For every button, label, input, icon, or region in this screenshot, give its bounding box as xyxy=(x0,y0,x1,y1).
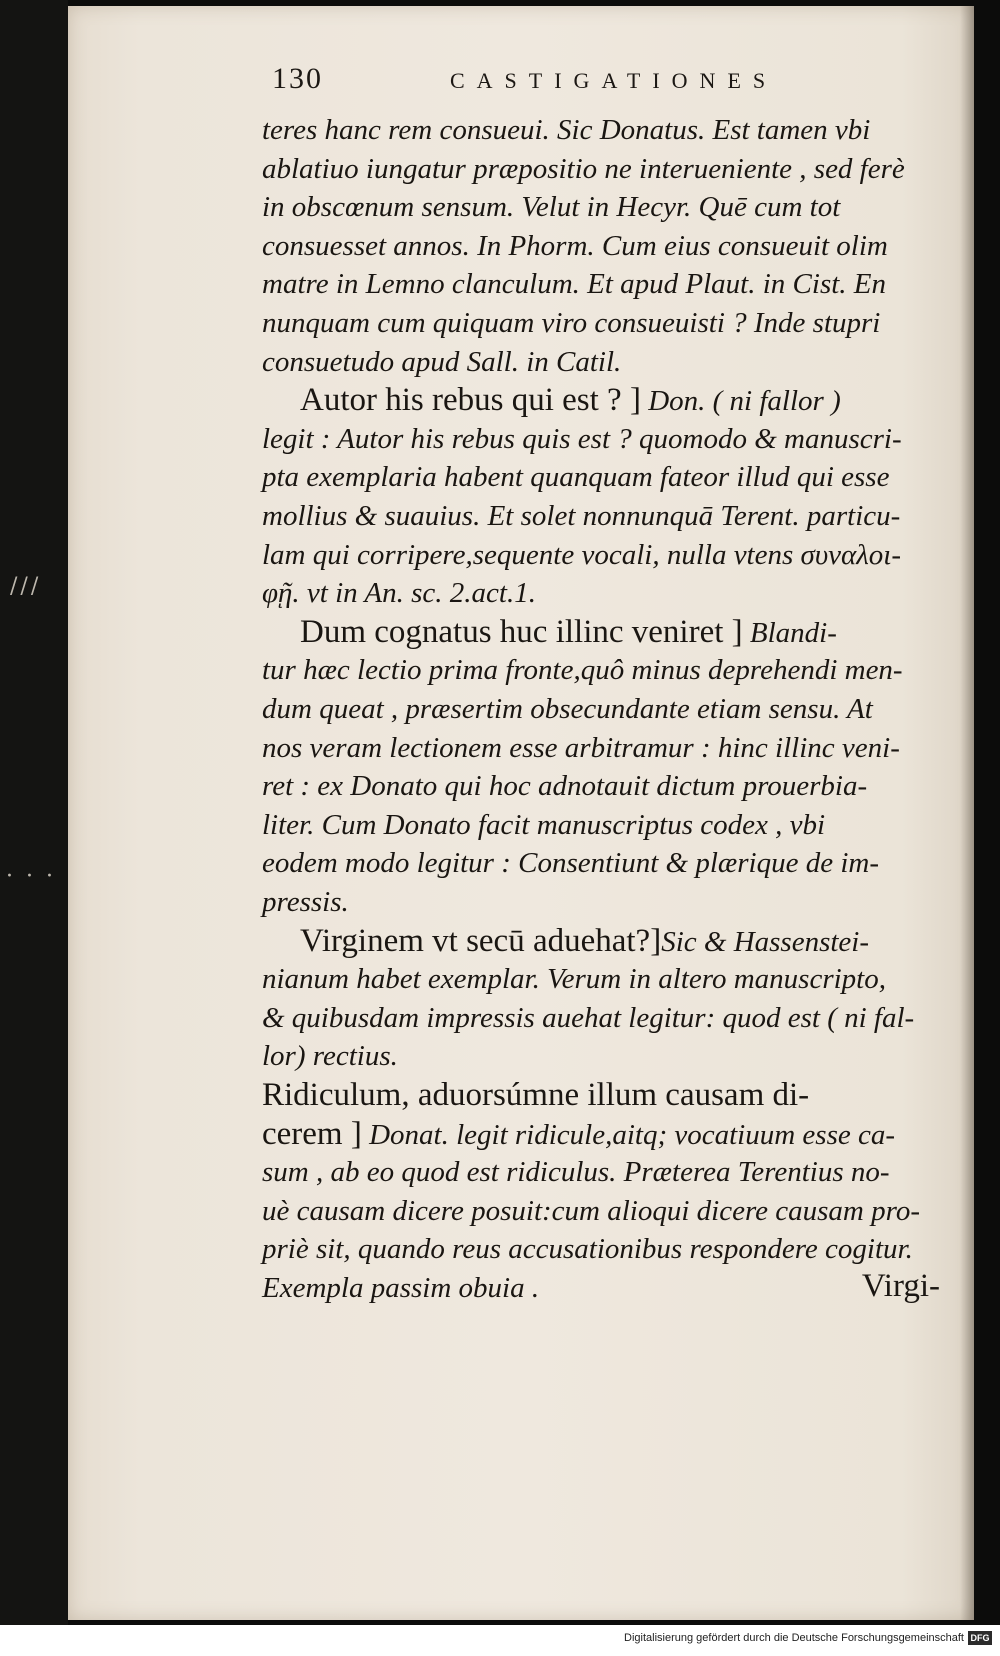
lemma: Virginem vt secū aduehat?] xyxy=(300,922,662,959)
line-text: & quibusdam impressis auehat legitur: quod est ( ni fal- xyxy=(262,1001,915,1034)
line-text: Don. ( ni fallor ) xyxy=(640,385,841,418)
line-text: priè sit, quando reus accusationibus respondere cogitur. xyxy=(262,1233,913,1266)
line-text: Blandi- xyxy=(742,616,837,649)
text-line xyxy=(262,344,621,380)
lemma: Autor his rebus qui est ? ] xyxy=(300,382,641,419)
text-line xyxy=(262,1270,539,1306)
catchword: Virgi- xyxy=(861,1268,940,1304)
text-line xyxy=(262,691,873,727)
funding-credit: Digitalisierung gefördert durch die Deutsche Forschungsgemeinschaft xyxy=(624,1632,964,1644)
text-line xyxy=(262,807,825,843)
lemma: cerem ] xyxy=(262,1115,362,1152)
line-text: teres hanc rem consueui. Sic Donatus. Est tamen vbi xyxy=(262,114,871,146)
lemma: Dum cognatus huc illinc veniret ] xyxy=(300,613,743,650)
line-text: nos veram lectionem esse arbitramur : hinc illinc veni- xyxy=(262,731,900,764)
line-text: pta exemplaria habent quanquam fateor illud qui esse xyxy=(262,461,890,494)
line-text: consuesset annos. In Phorm. Cum eius consueuit olim xyxy=(262,229,888,262)
text-line xyxy=(262,961,886,997)
line-text: lam qui corripere,sequente vocali, nulla vtens συναλοι- xyxy=(262,538,902,571)
text-line xyxy=(262,1193,920,1229)
page-gutter-shadow xyxy=(960,6,974,1620)
facing-page-edge xyxy=(0,0,68,1625)
text-line xyxy=(300,923,869,960)
text-line xyxy=(262,730,900,766)
text-line xyxy=(262,575,536,611)
line-text: ret : ex Donato qui hoc adnotauit dictum prouerbia- xyxy=(262,770,868,803)
line-text: eodem modo legitur : Consentiunt & plærique de im- xyxy=(262,847,879,880)
bleed-through-mark: · · · xyxy=(6,864,56,889)
dfg-logo: DFG xyxy=(968,1631,992,1645)
footer-bar xyxy=(0,1625,1000,1656)
line-text: Donat. legit ridicule,aitq; vocatiuum esse ca- xyxy=(361,1118,896,1151)
text-line xyxy=(262,1154,890,1190)
line-text: tur hæc lectio prima fronte,quô minus deprehendi men- xyxy=(262,654,903,687)
page-number: 130 xyxy=(272,62,323,95)
line-text: Sic & Hassenstei- xyxy=(661,925,870,958)
line-text: mollius & suauius. Et solet nonnunquā Terent. particu- xyxy=(262,500,901,532)
line-text: consuetudo apud Sall. in Catil. xyxy=(262,345,622,378)
running-title: CASTIGATIONES xyxy=(450,68,778,93)
text-line xyxy=(262,1038,398,1074)
text-line xyxy=(262,228,888,264)
text-line xyxy=(262,1231,913,1267)
line-text: sum , ab eo quod est ridiculus. Præterea Terentius no- xyxy=(262,1156,890,1189)
bleed-through-mark: /// xyxy=(10,574,42,599)
line-text: in obscœnum sensum. Velut in Hecyr. Quē cum tot xyxy=(262,191,841,224)
text-line xyxy=(262,884,349,920)
line-text: φῇ. vt in An. sc. 2.act.1. xyxy=(262,577,536,610)
text-line xyxy=(262,845,879,881)
line-text: legit : Autor his rebus quis est ? quomodo & manuscri- xyxy=(262,422,902,455)
text-line xyxy=(262,537,901,573)
line-text: uè causam dicere posuit:cum alioqui dicere causam pro- xyxy=(262,1194,920,1227)
text-line xyxy=(262,1000,914,1036)
line-text: liter. Cum Donato facit manuscriptus codex , vbi xyxy=(262,808,826,841)
line-text: nianum habet exemplar. Verum in altero manuscripto, xyxy=(262,963,886,996)
line-text: Exempla passim obuia . xyxy=(262,1272,540,1304)
text-line xyxy=(262,768,867,804)
text-line xyxy=(262,189,840,225)
text-line xyxy=(262,652,903,688)
text-line xyxy=(262,1116,895,1153)
text-line xyxy=(300,614,837,651)
text-line xyxy=(262,1077,809,1114)
line-text: matre in Lemno clanculum. Et apud Plaut. in Cist. En xyxy=(262,268,886,301)
line-text: lor) rectius. xyxy=(262,1040,398,1073)
line-text: pressis. xyxy=(262,886,349,918)
line-text: ablatiuo iungatur præpositio ne interueniente , sed ferè xyxy=(262,152,905,185)
text-line xyxy=(262,266,886,302)
text-line xyxy=(262,112,870,148)
text-line xyxy=(262,151,905,187)
text-line xyxy=(262,498,900,534)
lemma: Ridiculum, aduorsúmne illum causam di- xyxy=(262,1077,810,1113)
text-line xyxy=(262,459,889,495)
text-line xyxy=(262,421,902,457)
line-text: dum queat , præsertim obsecundante etiam sensu. At xyxy=(262,693,873,725)
text-line xyxy=(300,382,841,419)
line-text: nunquam cum quiquam viro consueuisti ? Inde stupri xyxy=(262,307,881,339)
text-line xyxy=(262,305,880,341)
